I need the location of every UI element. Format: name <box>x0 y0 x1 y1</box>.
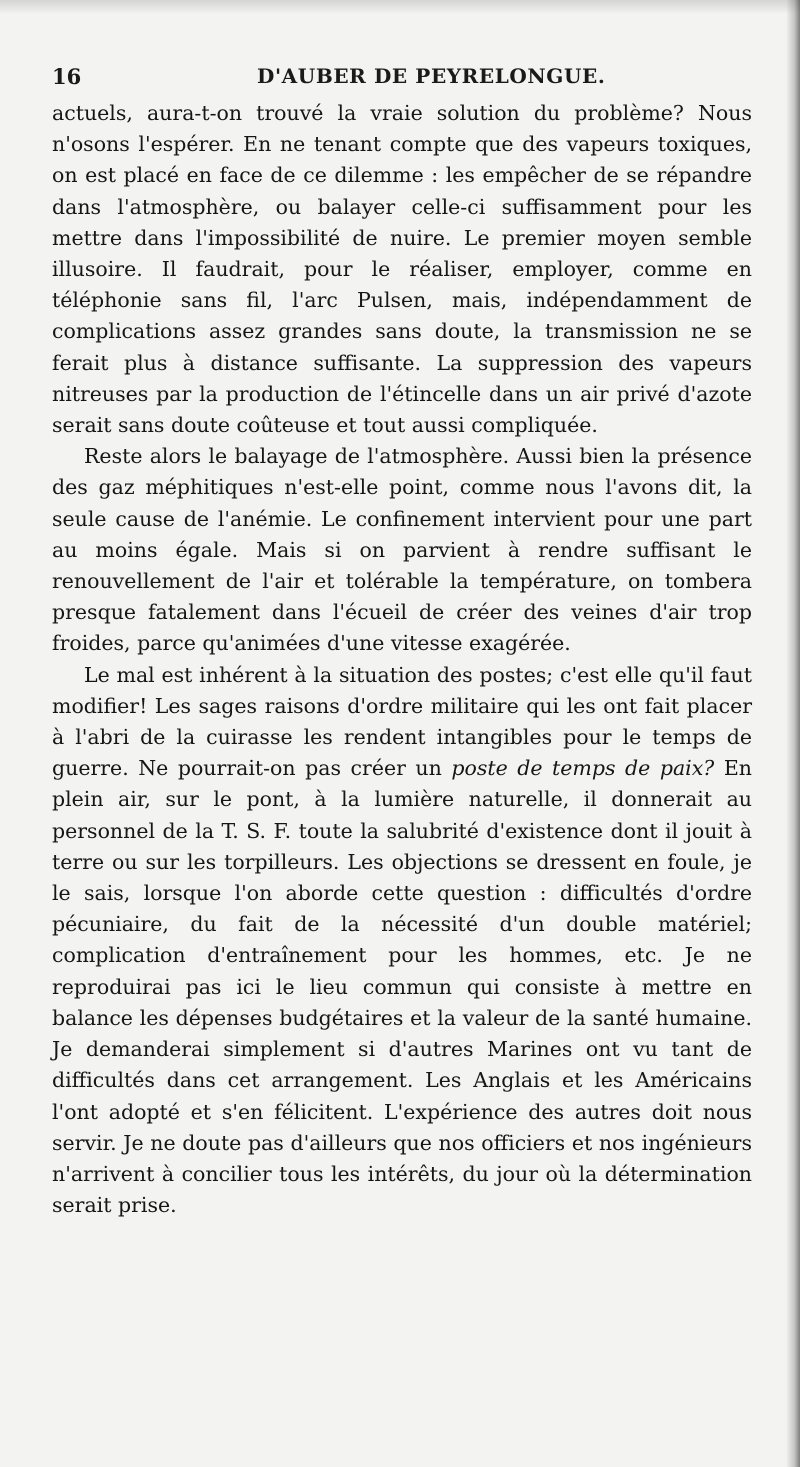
paragraph-1: actuels, aura-t-on trouvé la vraie solution du problème? Nous n'osons l'espérer. En ne tenant compte que des vapeurs toxiques, on est placé en face de ce dilemme : les empêcher de se répandre dans l'atmosphère, ou balayer celle-ci suffisamment pour les mettre dans l'impossibilité de nuire. Le premier moyen semble illusoire. Il faudrait, pour le réaliser, employer, comme en téléphonie sans fil, l'arc Pulsen, mais, indépendamment de complications assez grandes sans doute, la transmission ne se ferait plus à distance suffisante. La suppression des vapeurs nitreuses par la production de l'étincelle dans un air privé d'azote serait sans doute coûteuse et tout aussi compliquée. <box>52 101 752 438</box>
paragraph-3-italic-phrase: poste de temps de paix? <box>451 756 715 781</box>
paragraph-3-part-2: En plein air, sur le pont, à la lumière naturelle, il donnerait au personnel de la T. S. F. toute la salubrité d'existence dont il jouit à terre ou sur les torpilleurs. Les objections se dressent en foule, je le sais, lorsque l'on aborde cette question : difficultés d'ordre pécuniaire, du fait de la nécessité d'un double matériel; complication d'entraînement pour les hommes, etc. Je ne reproduirai pas ici le lieu commun qui consiste à mettre en balance les dépenses budgétaires et la valeur de la santé humaine. Je demanderai simplement si d'autres Marines ont vu tant de difficultés dans cet arrangement. Les Anglais et les Américains l'ont adopté et s'en félicitent. L'expérience des autres doit nous servir. Je ne doute pas d'ailleurs que nos officiers et nos ingénieurs n'arrivent à concilier tous les intérêts, du jour où la détermination serait prise. <box>52 756 753 1218</box>
page-right-shadow <box>786 0 800 1467</box>
page-number: 16 <box>52 64 82 89</box>
paragraph-3 <box>52 660 752 1222</box>
body-text <box>52 98 752 1221</box>
running-title: D'AUBER DE PEYRELONGUE. <box>257 64 606 88</box>
running-head <box>52 60 752 96</box>
paragraph-3-part-1: Le mal est inhérent à la situation des postes; c'est elle qu'il faut modifier! Les sages raisons d'ordre militaire qui les ont fait placer à l'abri de la cuirasse les rendent intangibles pour le temps de guerre. Ne pourrait-on pas créer un <box>52 662 752 781</box>
paragraph-2: Reste alors le balayage de l'atmosphère. Aussi bien la présence des gaz méphitiques n'est-elle point, comme nous l'avons dit, la seule cause de l'anémie. Le confinement intervient pour une part au moins égale. Mais si on parvient à rendre suffisant le renouvellement de l'air et tolérable la température, on tombera presque fatalement dans l'écueil de créer des veines d'air trop froides, parce qu'animées d'une vitesse exagérée. <box>52 444 752 656</box>
page-top-shadow <box>0 0 800 14</box>
